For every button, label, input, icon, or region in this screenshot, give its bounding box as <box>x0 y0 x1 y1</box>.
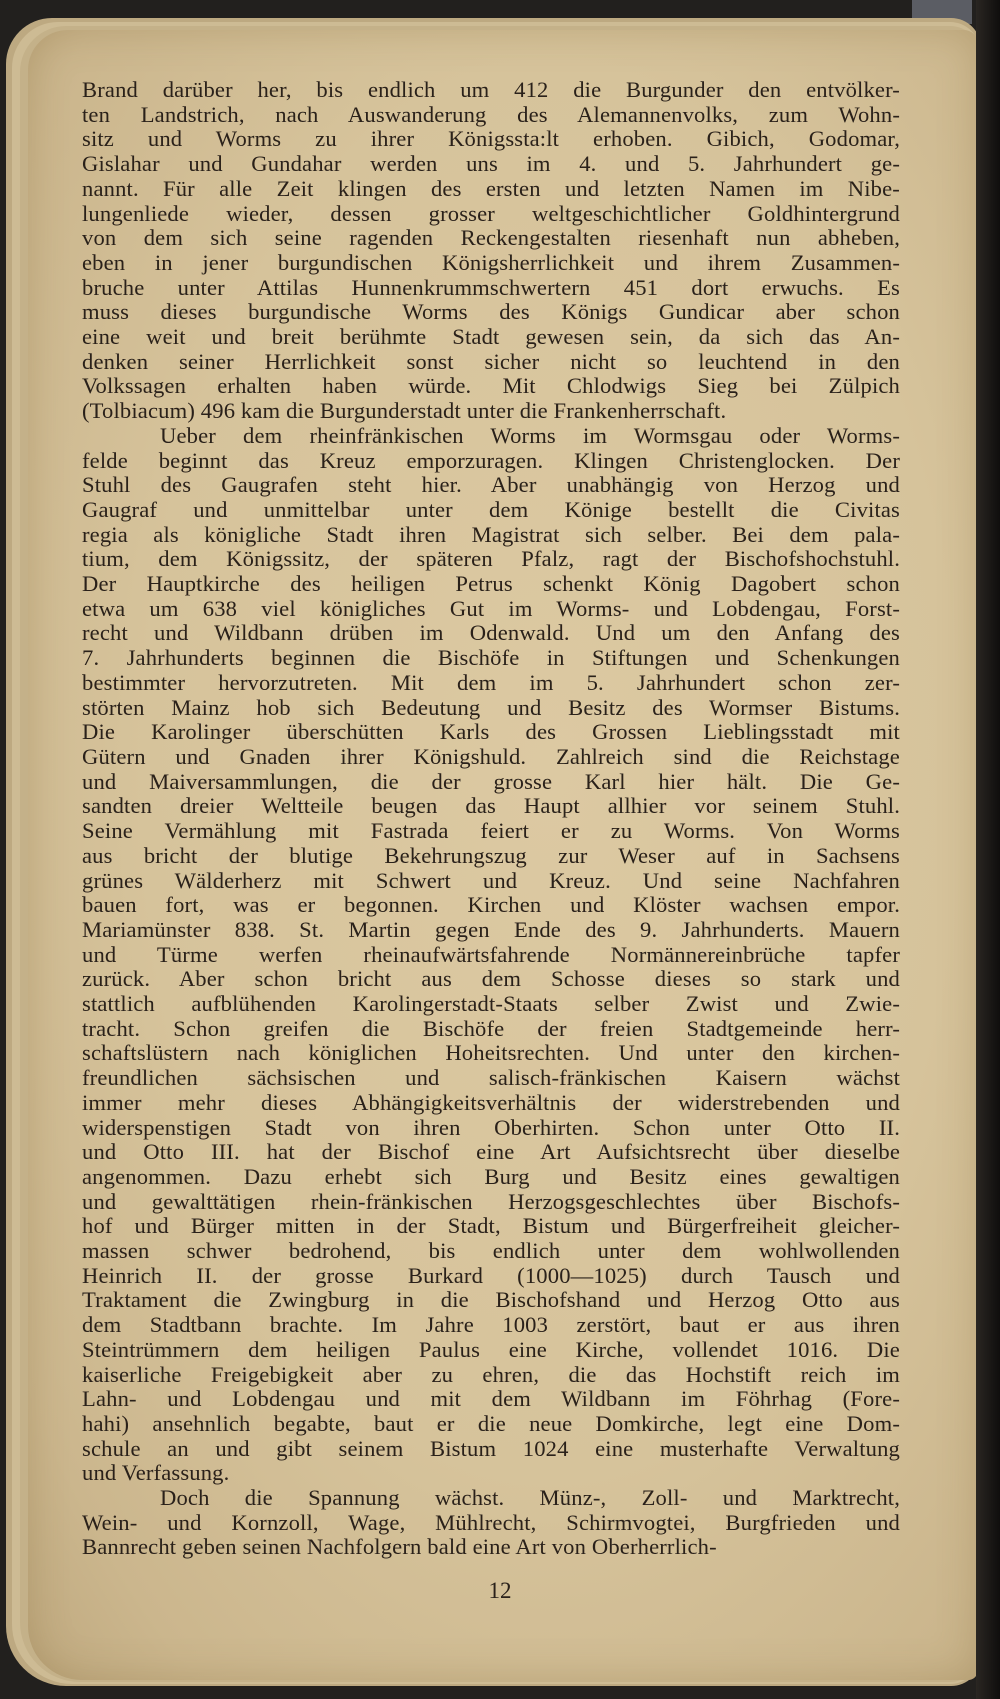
text-line: dem Stadtbann brachte. Im Jahre 1003 zerstört, baut er aus ihren <box>82 1312 900 1338</box>
text-line: eben in jener burgundischen Königsherrlichkeit und ihrem Zusammen- <box>82 249 900 275</box>
text-line: sandten dreier Weltteile beugen das Haupt allhier vor seinem Stuhl. <box>82 793 900 819</box>
text-line: Heinrich II. der grosse Burkard (1000—1025) durch Tausch und <box>82 1262 900 1288</box>
text-line: freundlichen sächsischen und salisch-fränkischen Kaisern wächst <box>82 1065 900 1091</box>
text-line: Traktament die Zwingburg in die Bischofshand und Herzog Otto aus <box>82 1287 900 1313</box>
paragraph <box>82 424 900 1486</box>
text-line: und Otto III. hat der Bischof eine Art Aufsichtsrecht über dieselbe <box>82 1139 900 1165</box>
text-line: Stuhl des Gaugrafen steht hier. Aber unabhängig von Herzog und <box>82 472 900 498</box>
text-line: denken seiner Herrlichkeit sonst sicher nicht so leuchtend in den <box>82 348 900 374</box>
text-line: Die Karolinger überschütten Karls des Grossen Lieblingsstadt mit <box>82 719 900 745</box>
text-line: stattlich aufblühenden Karolingerstadt-Staats selber Zwist und Zwie- <box>82 991 900 1017</box>
text-line: bruche unter Attilas Hunnenkrummschwertern 451 dort erwuchs. Es <box>82 274 900 300</box>
text-line: tium, dem Königssitz, der späteren Pfalz, ragt der Bischofshochstuhl. <box>82 546 900 572</box>
text-line: massen schwer bedrohend, bis endlich unter dem wohlwollenden <box>82 1238 900 1264</box>
text-line: grünes Wälderherz mit Schwert und Kreuz. Und seine Nachfahren <box>82 867 900 893</box>
text-line: recht und Wildbann drüben im Odenwald. Und um den Anfang des <box>82 620 900 646</box>
text-line: kaiserliche Freigebigkeit aber zu ehren, die das Hochstift reich im <box>82 1361 900 1387</box>
text-line: nannt. Für alle Zeit klingen des ersten und letzten Namen im Nibe- <box>82 175 900 201</box>
text-line: felde beginnt das Kreuz emporzuragen. Klingen Christenglocken. Der <box>82 447 900 473</box>
text-line: etwa um 638 viel königliches Gut im Worms- und Lobdengau, Forst- <box>82 595 900 621</box>
text-line: und gewalttätigen rhein-fränkischen Herzogsgeschlechtes über Bischofs- <box>82 1188 900 1214</box>
page-number: 12 <box>488 1578 512 1603</box>
paragraph <box>82 1486 900 1560</box>
text-line: hahi) ansehnlich begabte, baut er die neue Domkirche, legt eine Dom- <box>82 1410 900 1436</box>
text-line: Gaugraf und unmittelbar unter dem Könige bestellt die Civitas <box>82 496 900 522</box>
text-line: Gislahar und Gundahar werden uns im 4. und 5. Jahrhundert ge- <box>82 151 900 177</box>
text-line: (Tolbiacum) 496 kam die Burgunderstadt unter die Frankenherrschaft. <box>82 398 727 424</box>
text-line: tracht. Schon greifen die Bischöfe der freien Stadtgemeinde herr- <box>82 1015 900 1041</box>
text-line: bestimmter hervorzutreten. Mit dem im 5. Jahrhundert schon zer- <box>82 669 900 695</box>
text-line: schaftslüstern nach königlichen Hoheitsrechten. Und unter den kirchen- <box>82 1040 900 1066</box>
text-line: widerspenstigen Stadt von ihren Oberhirten. Schon unter Otto II. <box>82 1114 900 1140</box>
text-line: 7. Jahrhunderts beginnen die Bischöfe in Stiftungen und Schenkungen <box>82 645 900 671</box>
text-line: Seine Vermählung mit Fastrada feiert er zu Worms. Von Worms <box>82 818 900 844</box>
text-line: zurück. Aber schon bricht aus dem Schosse dieses so stark und <box>82 966 900 992</box>
text-line: und Verfassung. <box>82 1460 230 1486</box>
text-line: störten Mainz hob sich Bedeutung und Besitz des Wormser Bistums. <box>82 694 900 720</box>
text-line: muss dieses burgundische Worms des Königs Gundicar aber schon <box>82 299 900 325</box>
paragraph <box>82 78 900 424</box>
text-line: hof und Bürger mitten in der Stadt, Bistum und Bürgerfreiheit gleicher- <box>82 1213 900 1239</box>
text-line: Wein- und Kornzoll, Wage, Mühlrecht, Schirmvogtei, Burgfrieden und <box>82 1509 900 1535</box>
text-line: Steintrümmern dem heiligen Paulus eine Kirche, vollendet 1016. Die <box>82 1336 900 1362</box>
text-line: lungenliede wieder, dessen grosser weltgeschichtlicher Goldhintergrund <box>82 200 900 226</box>
text-line: und Maiversammlungen, die der grosse Karl hier hält. Die Ge- <box>82 768 900 794</box>
text-line: sitz und Worms zu ihrer Königssta:lt erhoben. Gibich, Godomar, <box>82 126 900 152</box>
text-line: eine weit und breit berühmte Stadt gewesen sein, da sich das An- <box>82 324 900 350</box>
text-line: von dem sich seine ragenden Reckengestalten riesenhaft nun abheben, <box>82 225 900 251</box>
text-line: immer mehr dieses Abhängigkeitsverhältnis der widerstrebenden und <box>82 1089 900 1115</box>
text-line: Mariamünster 838. St. Martin gegen Ende des 9. Jahrhunderts. Mauern <box>82 916 900 942</box>
text-line: Der Hauptkirche des heiligen Petrus schenkt König Dagobert schon <box>82 571 900 597</box>
text-line: Brand darüber her, bis endlich um 412 die Burgunder den entvölker- <box>82 77 900 102</box>
text-line: angenommen. Dazu erhebt sich Burg und Besitz eines gewaltigen <box>82 1163 900 1189</box>
text-line: Lahn- und Lobdengau und mit dem Wildbann im Föhrhag (Fore- <box>82 1386 900 1412</box>
text-line: Gütern und Gnaden ihrer Königshuld. Zahlreich sind die Reichstage <box>82 743 900 769</box>
text-line: Bannrecht geben seinen Nachfolgern bald eine Art von Oberherrlich- <box>82 1534 717 1560</box>
text-line: Ueber dem rheinfränkischen Worms im Wormsgau oder Worms- <box>160 422 900 448</box>
body-text <box>82 78 900 1560</box>
text-line: und Türme werfen rheinaufwärtsfahrende Normännereinbrüche tapfer <box>82 941 900 967</box>
book-spine-shadow <box>976 0 1000 1699</box>
text-line: Volkssagen erhalten haben würde. Mit Chlodwigs Sieg bei Zülpich <box>82 373 900 399</box>
text-line: aus bricht der blutige Bekehrungszug zur Weser auf in Sachsens <box>82 842 900 868</box>
text-line: Doch die Spannung wächst. Münz-, Zoll- und Marktrecht, <box>160 1485 900 1511</box>
text-line: bauen fort, was er begonnen. Kirchen und Klöster wachsen empor. <box>82 892 900 918</box>
text-line: ten Landstrich, nach Auswanderung des Alemannenvolks, zum Wohn- <box>82 101 900 127</box>
text-line: schule an und gibt seinem Bistum 1024 eine musterhafte Verwaltung <box>82 1435 900 1461</box>
text-line: regia als königliche Stadt ihren Magistrat sich selber. Bei dem pala- <box>82 521 900 547</box>
